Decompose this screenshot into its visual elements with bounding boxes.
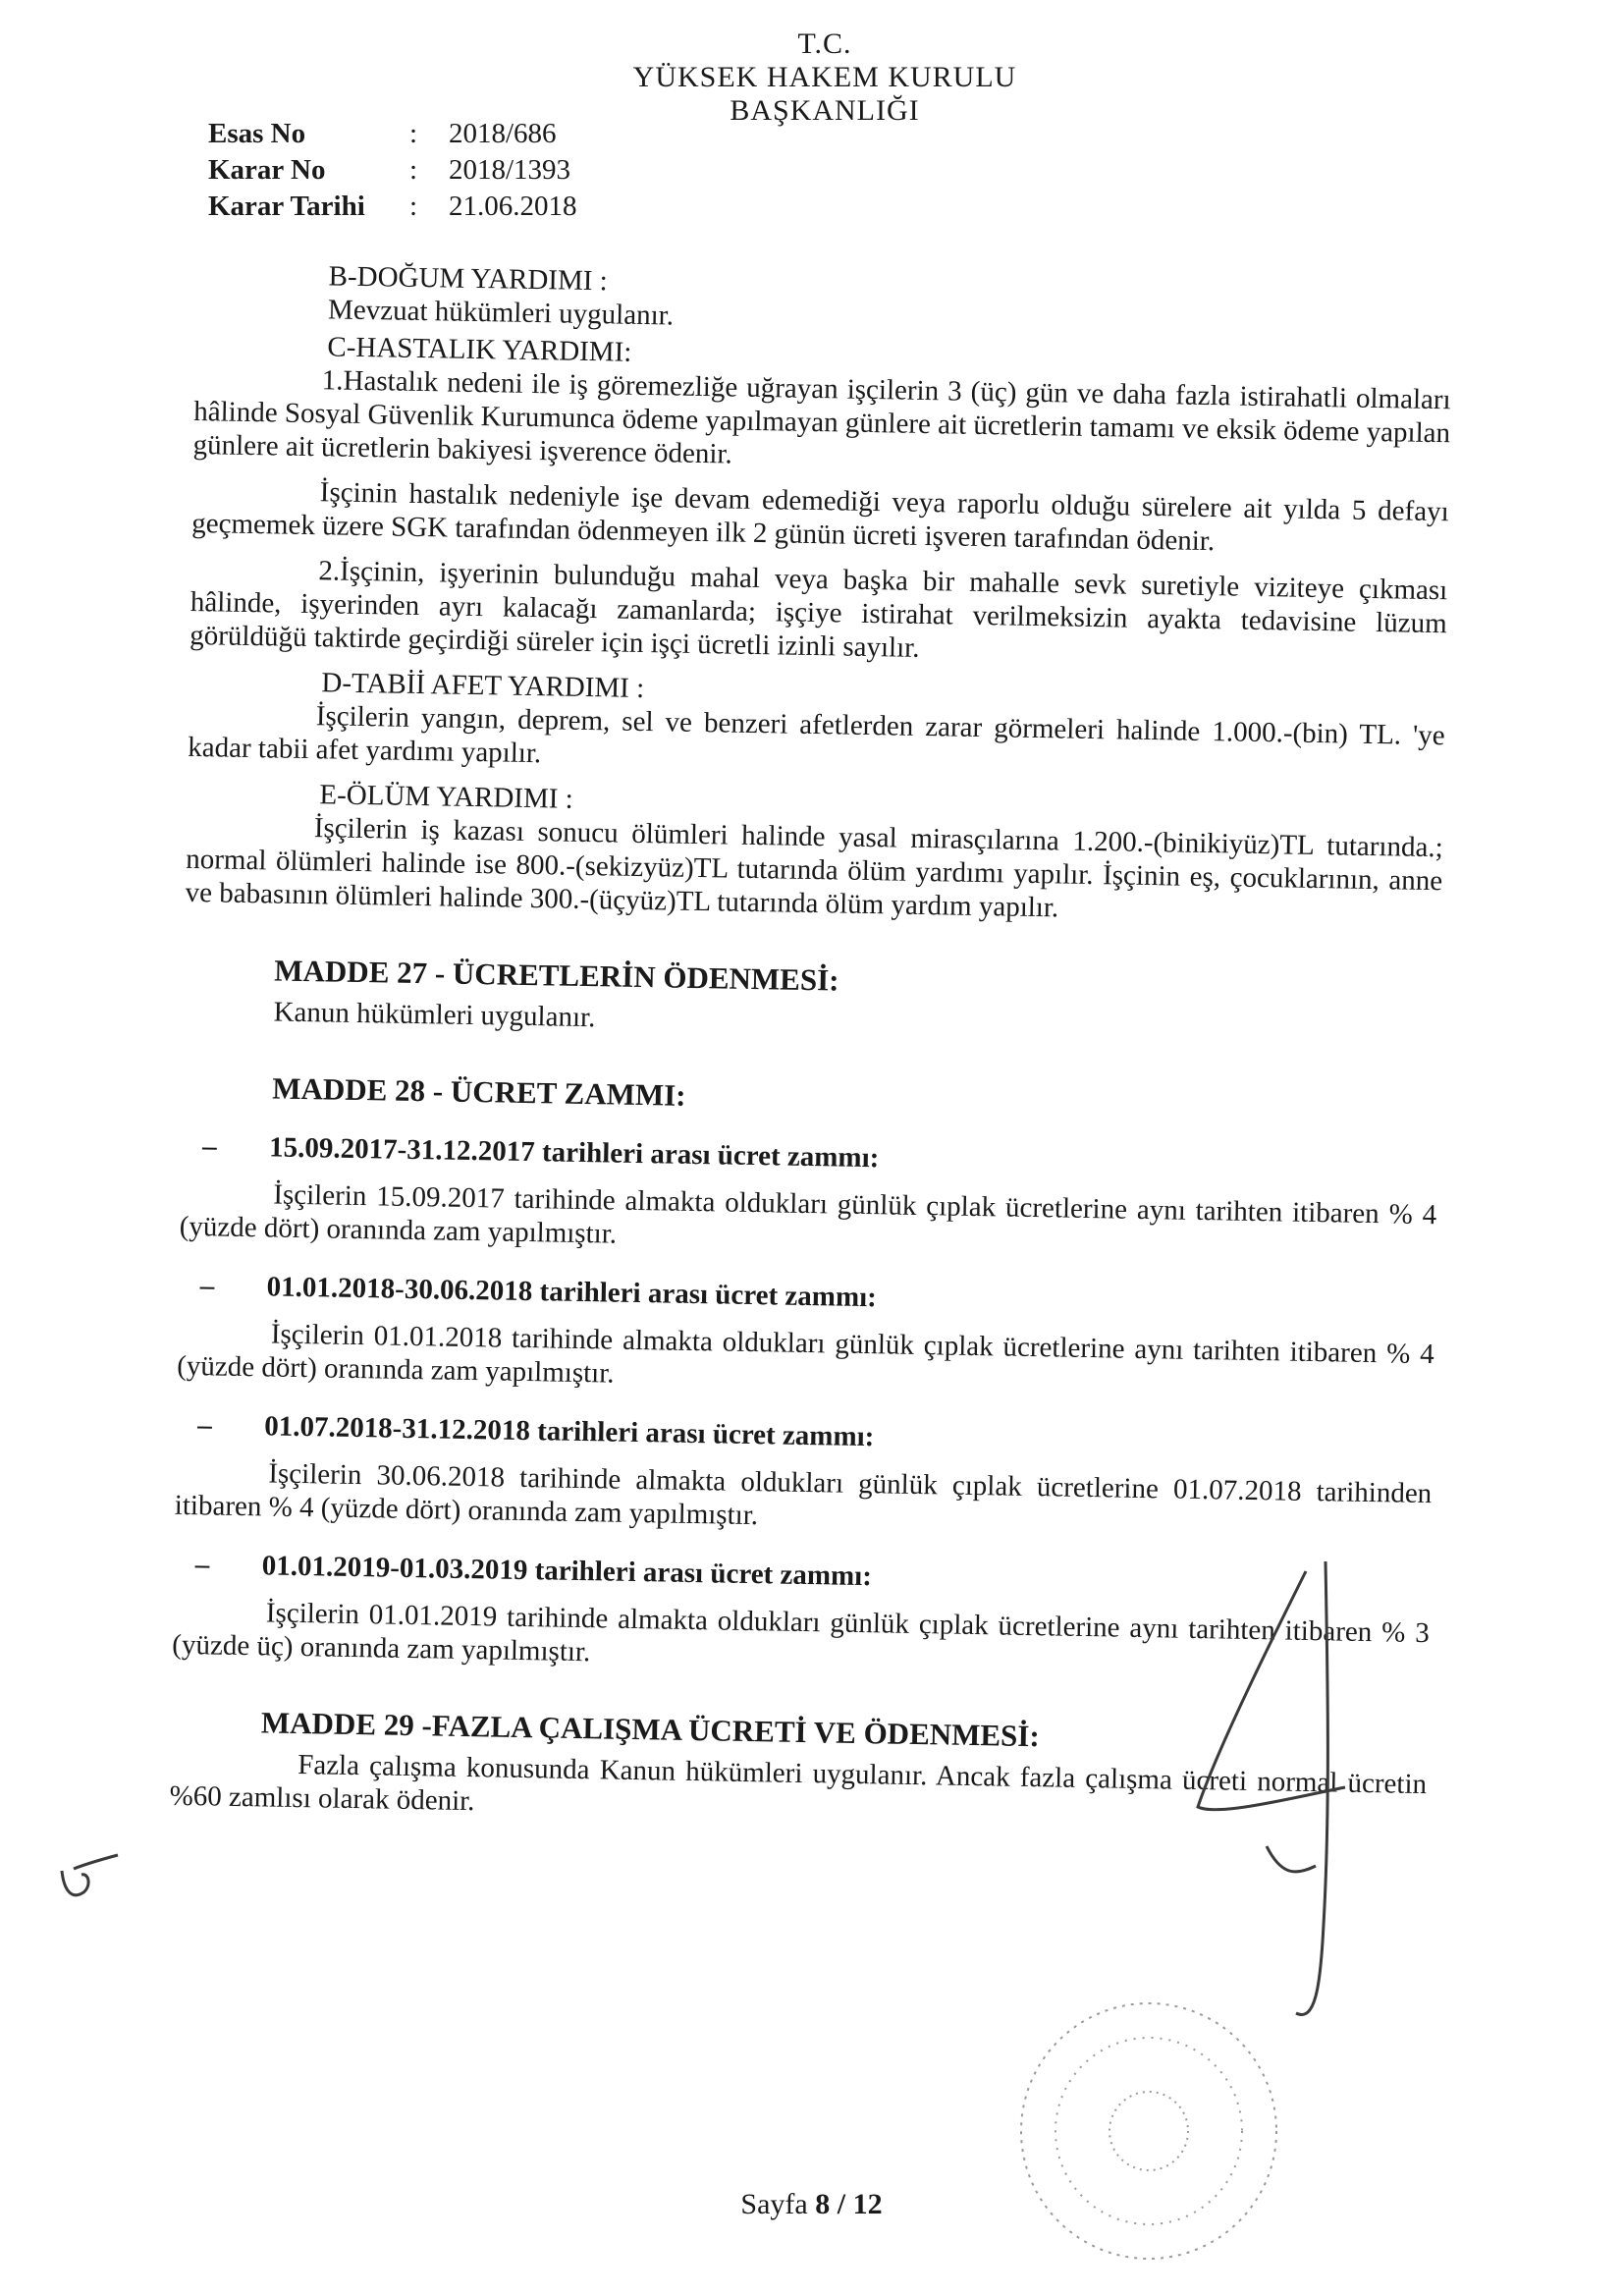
raise-period-title [197,1408,1433,1463]
header-line-tc: T.C. [797,27,852,60]
raise-period-title [202,1129,1437,1184]
case-metadata [208,116,577,225]
section-text-e: İşçilerin iş kazası sonucu ölümleri halinde yasal mirasçılarına 1.200.-(binikiyüz)TL tutarında.; normal ölümleri halinde ise 800.-(sekizyüz)TL tutarında ölüm yardımı yapılır. İşçinin eş, çocuklarının, anne ve babasının ölümleri halinde 300.-(üçyüz)TL tutarında ölüm yardım yapılır. [185,812,1443,924]
raise-period-label: 01.01.2019-01.03.2019 tarihleri arası ücret zammı: [261,1550,873,1593]
list-dash: – [199,1270,215,1302]
list-dash: – [196,1409,213,1442]
meta-value: 2018/1393 [449,154,571,186]
section-text-b: Mevzuat hükümleri uygulanır. [327,294,675,332]
article-29-title: MADDE 29 -FAZLA ÇALIŞMA ÜCRETİ VE ÖDENMESİ: [260,1705,1041,1754]
list-dash: – [194,1549,210,1581]
raise-period-text: İşçilerin 01.01.2018 tarihinde almakta oldukları günlük çıplak ücretlerine aynı tarihten itibaren % 4 (yüzde dört) oranında zam yapılmıştır. [177,1318,1434,1390]
section-title-b: B-DOĞUM YARDIMI : [328,260,609,298]
page-number-total: 12 [852,2188,883,2220]
section-c-paragraph-1: 1.Hastalık nedeni ile iş göremezliğe uğrayan işçilerin 3 (üç) gün ve daha fazla istirahatli olmaları hâlinde Sosyal Güvenlik Kurumunca ödeme yapılmayan günlere ait ücretlerin tamamı ve eksik ödeme yapılan günlere ait ücretlerin bakiyesi işverence ödenir. [192,364,1451,470]
page-number-prefix: Sayfa [740,2188,808,2220]
issuer-header [550,27,1100,128]
stamp-center [1109,2092,1188,2170]
section-text-d: İşçilerin yangın, deprem, sel ve benzeri afetlerden zarar görmeleri halinde 1.000.-(bin) TL. 'ye kadar tabii afet yardımı yapılır. [188,700,1445,770]
meta-colon: : [409,191,418,222]
meta-label: Karar No [208,154,326,186]
article-29-text: Fazla çalışma konusunda Kanun hükümleri uygulanır. Ancak fazla çalışma ücreti normal ücretin %60 zamlısı olarak ödenir. [169,1749,1428,1818]
raise-period-title [199,1269,1434,1324]
section-title-d: D-TABİİ AFET YARDIMI : [321,667,645,705]
meta-value: 2018/686 [449,118,557,149]
page-number [0,2188,1623,2221]
meta-row-karar [208,152,577,189]
page-number-separator: / [837,2188,846,2220]
section-c-paragraph-3: 2.İşçinin, işyerinin bulunduğu mahal veya başka bir mahalle sevk suretiyle viziteye çıkması hâlinde, işyerinden ayrı kalacağı zamanlarda; işçiye istirahat verilmeksizin ayakta tedavisine lüzum görüldüğü taktirde geçirdiği süreler için işçi ücretli izinli sayılır. [189,555,1448,664]
section-title-e: E-ÖLÜM YARDIMI : [319,779,574,815]
header-line-presidency: BAŞKANLIĞI [730,94,920,127]
meta-value: 21.06.2018 [449,191,577,222]
meta-row-esas [208,116,577,152]
meta-colon: : [409,118,418,149]
section-c-paragraph-2: İşçinin hastalık nedeniyle işe devam edemediği veya raporlu olduğu sürelere ait yılda 5 defayı geçmemek üzere SGK tarafından ödenmeyen ilk 2 günün ücreti işveren tarafından ödenir. [190,476,1449,558]
raise-period-label: 15.09.2017-31.12.2017 tarihleri arası ücret zammı: [268,1131,880,1175]
article-27-text: Kanun hükümleri uygulanır. [273,996,596,1034]
handwritten-initial-icon [54,1851,123,1910]
raise-period-title [194,1548,1430,1603]
initial-stroke [62,1855,118,1895]
meta-label: Karar Tarihi [208,191,365,222]
page-number-current: 8 [815,2188,831,2220]
raise-period-text: İşçilerin 15.09.2017 tarihinde almakta oldukları günlük çıplak ücretlerine aynı tarihten itibaren % 4 (yüzde dört) oranında zam yapılmıştır. [179,1178,1437,1250]
raise-period-label: 01.01.2018-30.06.2018 tarihleri arası ücret zammı: [266,1271,878,1314]
meta-row-karar-tarihi [208,189,577,225]
meta-label: Esas No [208,118,306,149]
raise-period-text: İşçilerin 01.01.2019 tarihinde almakta oldukları günlük çıplak ücretlerine aynı tarihten itibaren % 3 (yüzde üç) oranında zam yapılmıştır. [172,1597,1431,1668]
raise-period-label: 01.07.2018-31.12.2018 tarihleri arası ücret zammı: [263,1410,875,1453]
list-dash: – [201,1130,217,1163]
meta-colon: : [409,154,418,186]
article-28-title: MADDE 28 - ÜCRET ZAMMI: [271,1070,686,1113]
section-title-c: C-HASTALIK YARDIMI: [327,331,632,368]
article-27-title: MADDE 27 - ÜCRETLERİN ÖDENMESİ: [274,953,839,998]
header-line-institution: YÜKSEK HAKEM KURULU [632,61,1017,93]
raise-period-text: İşçilerin 30.06.2018 tarihinde almakta oldukları günlük çıplak ücretlerine 01.07.2018 tarihinden itibaren % 4 (yüzde dört) oranında zam yapılmıştır. [174,1457,1433,1532]
faded-seal-stamp-icon [1001,1984,1296,2278]
document-body [169,257,1453,1846]
